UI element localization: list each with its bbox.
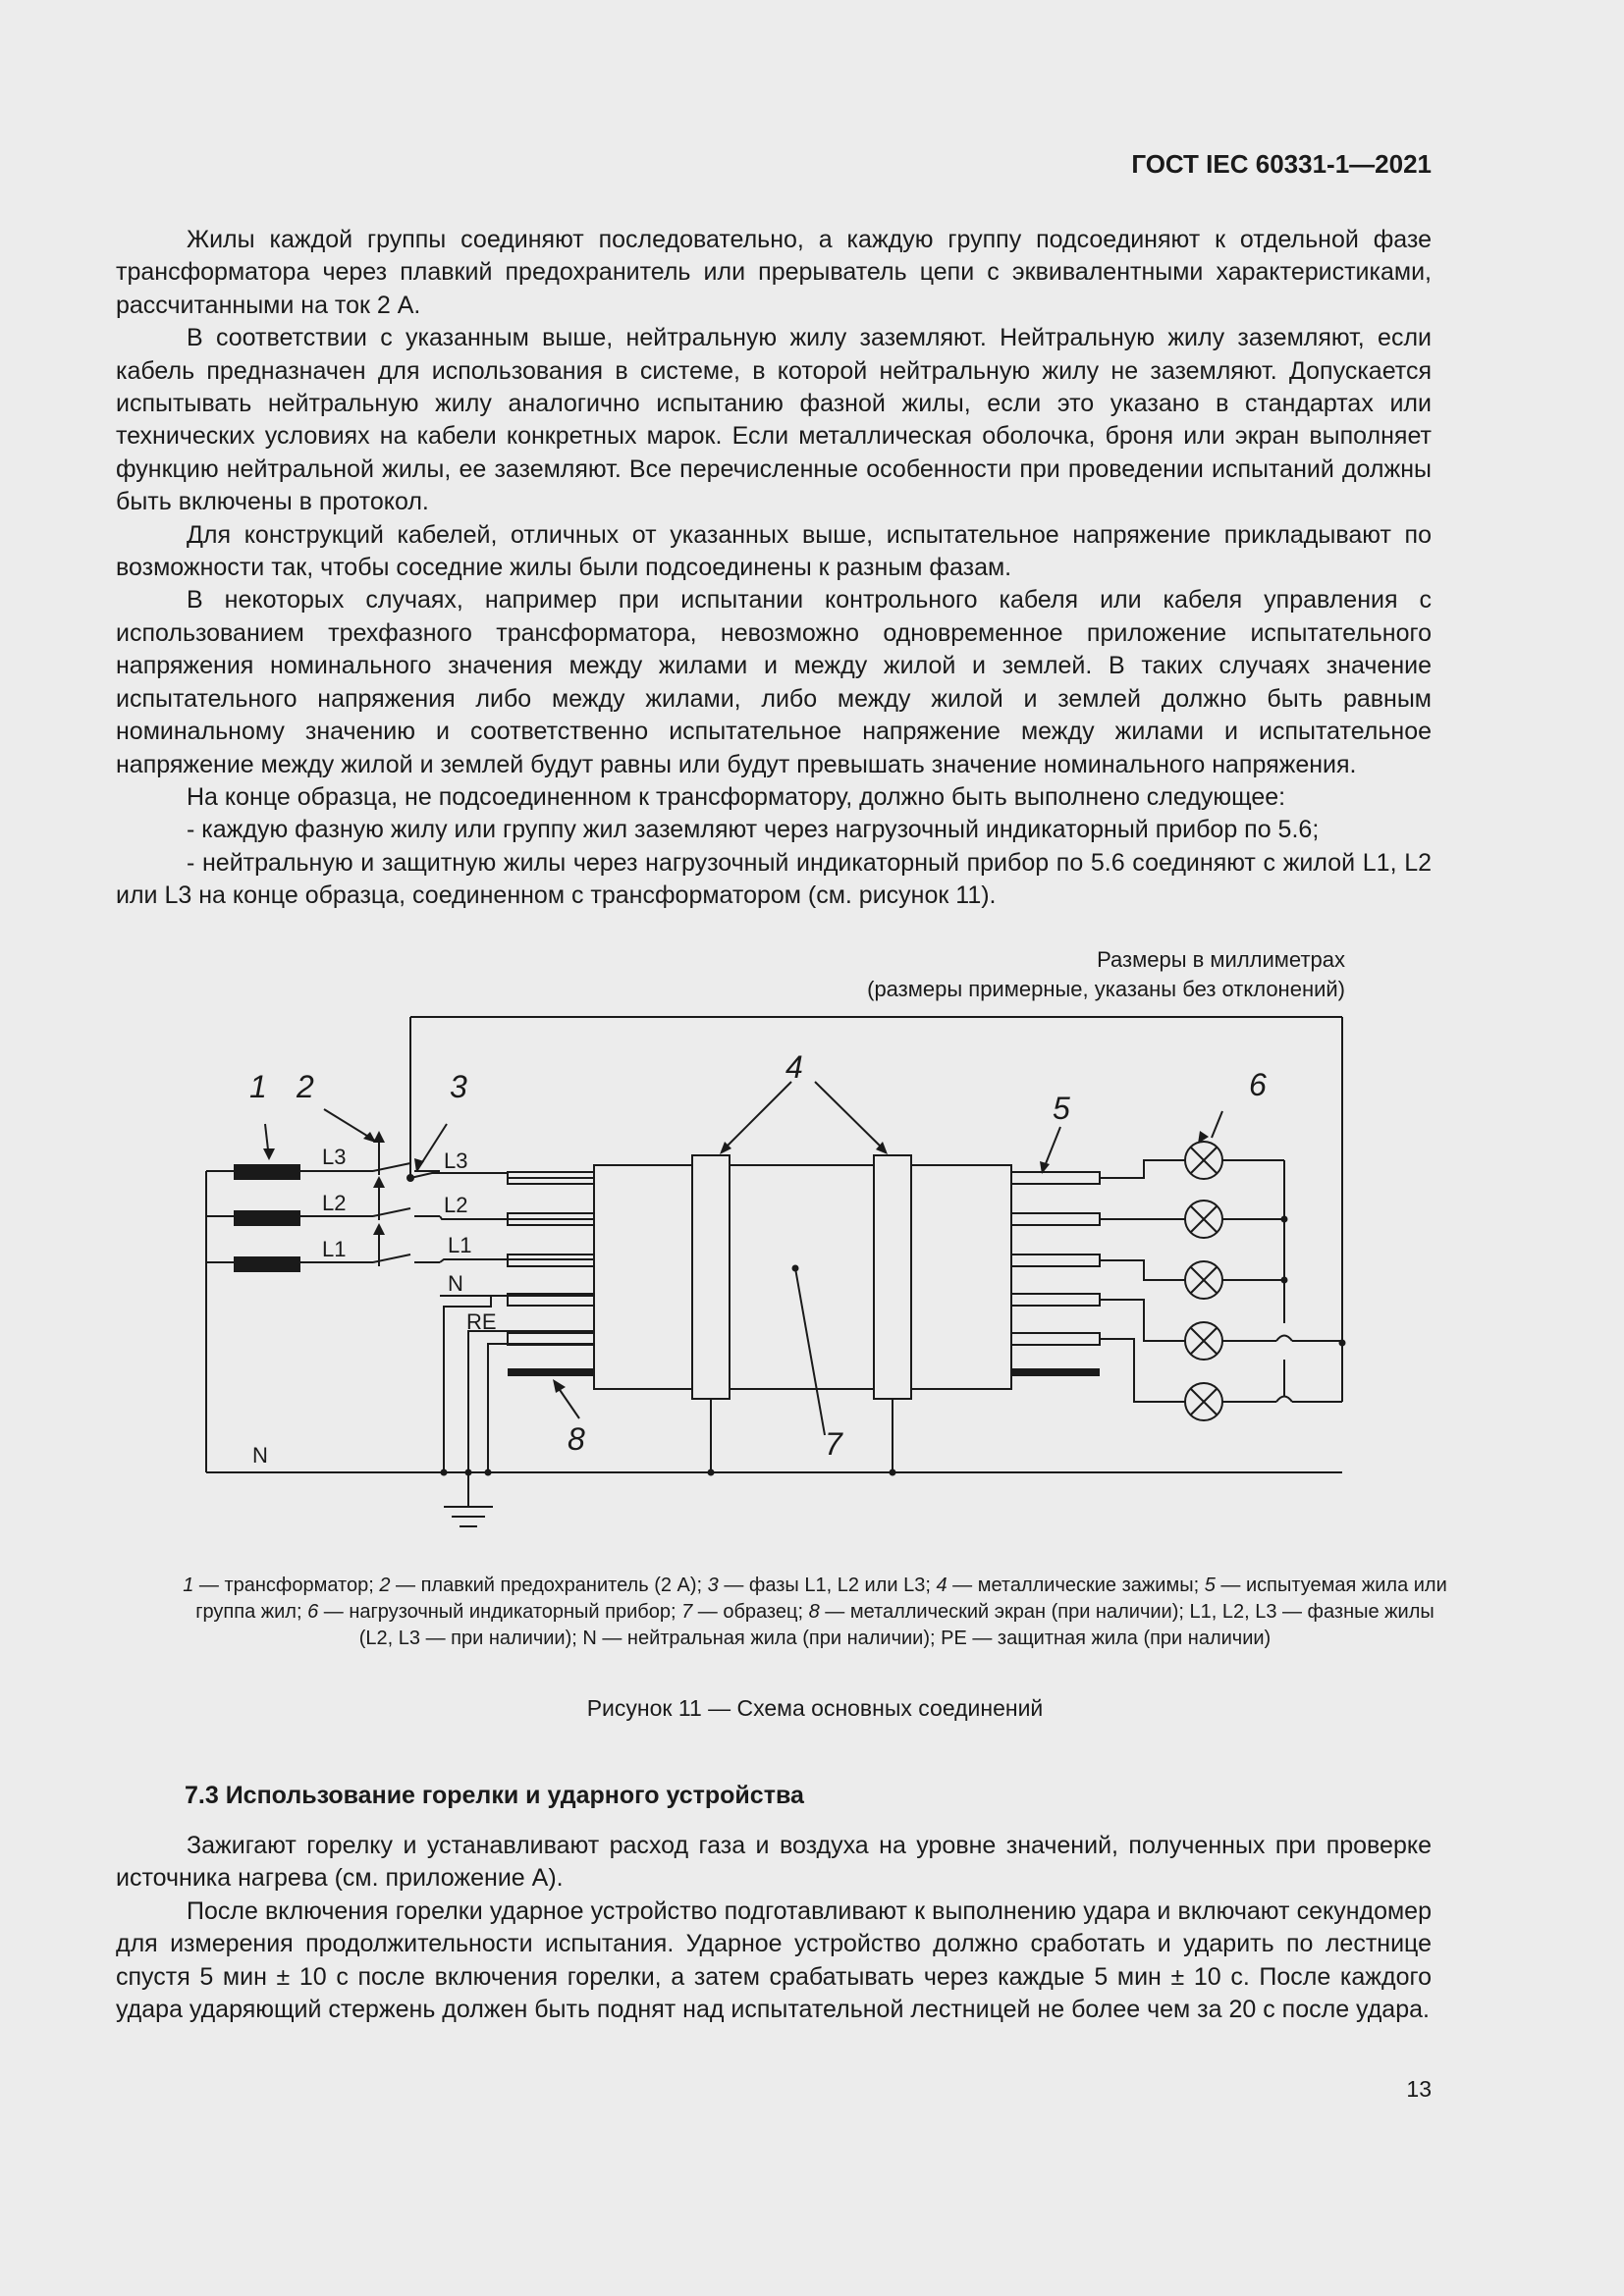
- legend-text: — металлические зажимы;: [947, 1575, 1205, 1596]
- legend-num: 4: [936, 1575, 947, 1596]
- legend-text: — трансформатор;: [193, 1575, 380, 1596]
- legend-text: — фазы L1, L2 или L3;: [718, 1575, 937, 1596]
- document-header: ГОСТ IEC 60331-1—2021: [1131, 149, 1432, 179]
- legend-num: 2: [379, 1575, 391, 1596]
- figure-legend: [177, 1573, 1453, 1652]
- label-re: RE: [466, 1309, 497, 1334]
- label-l1-left: L1: [322, 1237, 347, 1261]
- label-l1-right: L1: [448, 1233, 472, 1257]
- callout-7: 7: [825, 1426, 842, 1462]
- legend-num: 8: [808, 1601, 820, 1623]
- callout-2: 2: [297, 1069, 314, 1104]
- legend-text: — образец;: [692, 1601, 809, 1623]
- paragraph: Для конструкций кабелей, отличных от указанных выше, испытательное напряжение прикладывают по возможности так, чтобы соседние жилы были подсоединены к разным фазам.: [116, 520, 1432, 582]
- label-l3-left: L3: [322, 1145, 347, 1169]
- callout-8: 8: [568, 1421, 585, 1457]
- figure-caption: Рисунок 11 — Схема основных соединений: [586, 1695, 1044, 1721]
- paragraph: Жилы каждой группы соединяют последовательно, а каждую группу подсоединяют к отдельной фазе трансформатора через плавкий предохранитель или прерыватель цепи с эквивалентными характеристиками, рассчитанными на ток 2 А.: [116, 226, 1432, 319]
- callout-6: 6: [1249, 1067, 1267, 1102]
- callout-1: 1: [249, 1069, 267, 1104]
- page-number: 13: [1406, 2076, 1432, 2102]
- callout-4: 4: [785, 1049, 803, 1085]
- callout-5: 5: [1053, 1091, 1070, 1126]
- legend-num: 3: [707, 1575, 719, 1596]
- paragraph: На конце образца, не подсоединенном к трансформатору, должно быть выполнено следующее:: [187, 782, 1286, 811]
- legend-num: 7: [681, 1601, 693, 1623]
- paragraph: - нейтральную и защитную жилы через нагрузочный индикаторный прибор по 5.6 соединяют с жилой L1, L2 или L3 на конце образца, соединенном с трансформатором (см. рисунок 11).: [116, 848, 1432, 910]
- legend-text: — металлический экран (при наличии); L1, L2, L3 — фазные жилы (L2, L3 — при наличии); N — нейтральная жила (при наличии); PE — защитная жила (при наличии): [358, 1601, 1435, 1649]
- dimensions-note: [687, 945, 1345, 1004]
- legend-num: 5: [1204, 1575, 1216, 1596]
- legend-text: — испытуемая жила или группа жил;: [195, 1575, 1447, 1623]
- main-text: [116, 224, 1432, 913]
- paragraph: Зажигают горелку и устанавливают расход газа и воздуха на уровне значений, полученных при проверке источника нагрева (см. приложение А).: [116, 1832, 1432, 1893]
- paragraph: В некоторых случаях, например при испытании контрольного кабеля или кабеля управления с использованием трехфазного трансформатора, невозможно одновременное приложение испытательного напряжения номинального значения между жилами и между жилой и землей. В таких случаях значение испытательного напряжения либо между жилами, либо между жилой и землей должно быть равным номинальному значению и соответственно испытательное напряжение между жилами и испытательное напряжение между жилой и землей будут равны или будут превышать значение номинального напряжения.: [116, 586, 1432, 778]
- label-l2-right: L2: [444, 1193, 468, 1217]
- callout-3: 3: [450, 1069, 467, 1104]
- label-l2-left: L2: [322, 1191, 347, 1215]
- paragraph: - каждую фазную жилу или группу жил заземляют через нагрузочный индикаторный прибор по 5.6;: [187, 816, 1320, 844]
- legend-text: — нагрузочный индикаторный прибор;: [318, 1601, 682, 1623]
- section-title: 7.3 Использование горелки и ударного устройства: [185, 1782, 804, 1809]
- dimensions-line-2: (размеры примерные, указаны без отклонений): [867, 977, 1345, 1001]
- label-l3-right: L3: [444, 1148, 468, 1173]
- label-n-bottom: N: [252, 1443, 268, 1468]
- dimensions-line-1: Размеры в миллиметрах: [1097, 947, 1345, 972]
- label-n: N: [448, 1271, 463, 1296]
- legend-num: 6: [307, 1601, 319, 1623]
- legend-num: 1: [183, 1575, 194, 1596]
- legend-text: — плавкий предохранитель (2 А);: [390, 1575, 708, 1596]
- section-text: [116, 1830, 1432, 2026]
- connection-diagram: [187, 1011, 1365, 1561]
- paragraph: После включения горелки ударное устройство подготавливают к выполнению удара и включают секундомер для измерения продолжительности испытания. Ударное устройство должно сработать и ударить по лестнице спустя 5 мин ± 10 с после включения горелки, а затем срабатывать через каждые 5 мин ± 10 с. После каждого удара ударяющий стержень должен быть поднят над испытательной лестницей не более чем за 20 с после удара.: [116, 1896, 1432, 2024]
- paragraph: В соответствии с указанным выше, нейтральную жилу заземляют. Нейтральную жилу заземляют, если кабель предназначен для использования в системе, в которой нейтральную жилу не заземляют. Допускается испытывать нейтральную жилу аналогично испытанию фазной жилы, если это указано в стандартах или технических условиях на кабели конкретных марок. Если металлическая оболочка, броня или экран выполняет функцию нейтральной жилы, ее заземляют. Все перечисленные особенности при проведении испытаний должны быть включены в протокол.: [116, 324, 1432, 516]
